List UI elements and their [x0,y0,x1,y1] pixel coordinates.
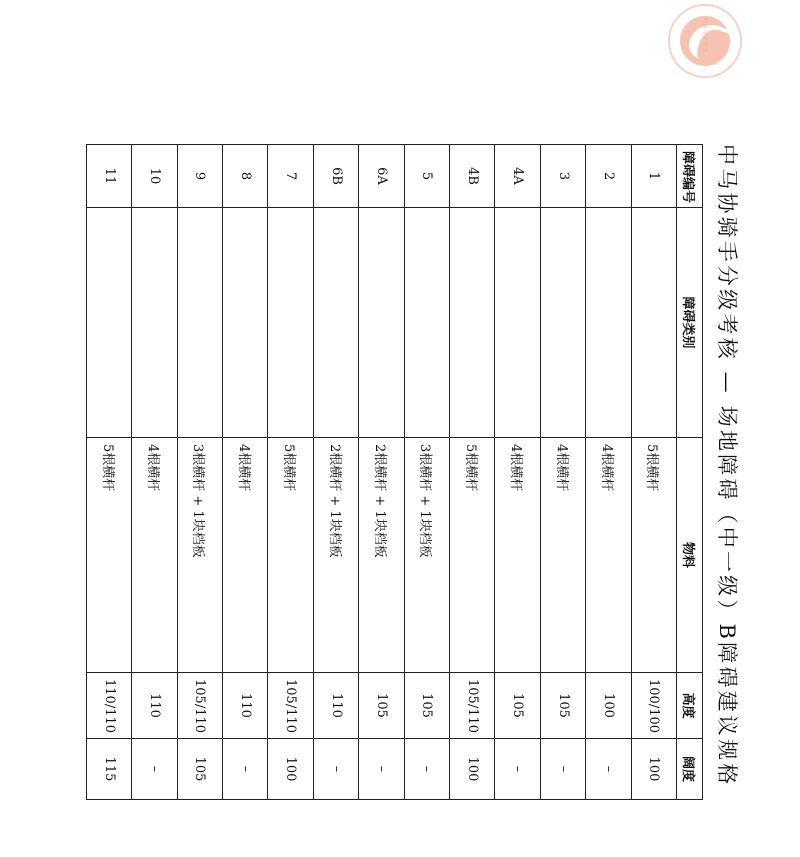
cell-obstacle-number: 6B [313,145,358,208]
table-row [86,145,131,800]
cell-width: – [404,739,449,800]
cell-material: 5根横杆 [450,438,495,673]
association-logo [668,4,742,78]
cell-width: – [586,739,631,800]
header-width: 阔度 [677,739,703,800]
obstacle-spec-table [86,144,703,800]
cell-height: 105 [359,673,404,739]
table-row [177,145,222,800]
cell-material: 4根横杆 [495,438,540,673]
cell-obstacle-number: 10 [132,145,177,208]
cell-height: 105 [540,673,585,739]
cell-obstacle-type [177,208,222,438]
cell-obstacle-type [313,208,358,438]
cell-height: 110 [313,673,358,739]
cell-obstacle-number: 4A [495,145,540,208]
cell-obstacle-type [223,208,268,438]
cell-material: 4根横杆 [586,438,631,673]
cell-obstacle-number: 5 [404,145,449,208]
cell-material: 3根横杆 + 1块档板 [177,438,222,673]
cell-height: 105/110 [450,673,495,739]
header-material: 物料 [677,438,703,673]
table-row [586,145,631,800]
cell-obstacle-number: 2 [586,145,631,208]
cell-obstacle-number: 11 [86,145,131,208]
cell-width: – [223,739,268,800]
table-row [268,145,313,800]
cell-width: 100 [450,739,495,800]
cell-material: 4根横杆 [540,438,585,673]
table-row [313,145,358,800]
cell-obstacle-type [540,208,585,438]
document-title: 中马协骑手分级考核 — 场地障碍（中一级）B障碍建议规格 [715,144,739,788]
cell-obstacle-number: 6A [359,145,404,208]
table-row [540,145,585,800]
cell-obstacle-type [359,208,404,438]
cell-material: 2根横杆 + 1块档板 [359,438,404,673]
cell-obstacle-number: 8 [223,145,268,208]
table-header-row [677,145,703,800]
cell-width: 100 [268,739,313,800]
cell-material: 4根横杆 [223,438,268,673]
table-row [359,145,404,800]
cell-width: 115 [86,739,131,800]
cell-material: 5根横杆 [268,438,313,673]
table-row [631,145,676,800]
cell-obstacle-number: 4B [450,145,495,208]
table-row [223,145,268,800]
cell-obstacle-type [404,208,449,438]
cell-height: 100 [586,673,631,739]
cell-width: – [132,739,177,800]
header-obstacle-type: 障碍类别 [677,208,703,438]
table-row [132,145,177,800]
cell-height: 105/110 [268,673,313,739]
table-row [495,145,540,800]
cell-obstacle-type [631,208,676,438]
cell-width: – [540,739,585,800]
cell-obstacle-number: 7 [268,145,313,208]
cell-obstacle-number: 1 [631,145,676,208]
page-content [57,144,747,799]
cell-height: 110 [223,673,268,739]
cell-height: 105/110 [177,673,222,739]
cell-width: – [313,739,358,800]
cell-obstacle-type [450,208,495,438]
cell-material: 4根横杆 [132,438,177,673]
cell-obstacle-type [86,208,131,438]
table-row [450,145,495,800]
cell-obstacle-type [586,208,631,438]
cell-height: 110/110 [86,673,131,739]
cell-obstacle-number: 3 [540,145,585,208]
cell-width: – [495,739,540,800]
cell-material: 5根横杆 [86,438,131,673]
cell-width: 100 [631,739,676,800]
cell-material: 3根横杆 + 1块档板 [404,438,449,673]
cell-obstacle-type [495,208,540,438]
cell-material: 5根横杆 [631,438,676,673]
table-row [404,145,449,800]
cell-material: 2根横杆 + 1块档板 [313,438,358,673]
cell-height: 105 [404,673,449,739]
header-obstacle-number: 障碍编号 [677,145,703,208]
cell-width: – [359,739,404,800]
cell-obstacle-type [268,208,313,438]
cell-obstacle-number: 9 [177,145,222,208]
logo-ring-text: 中国马术协会 [701,17,708,54]
cell-height: 110 [132,673,177,739]
header-height: 高度 [677,673,703,739]
cell-width: 105 [177,739,222,800]
cell-obstacle-type [132,208,177,438]
cell-height: 105 [495,673,540,739]
cell-height: 100/100 [631,673,676,739]
